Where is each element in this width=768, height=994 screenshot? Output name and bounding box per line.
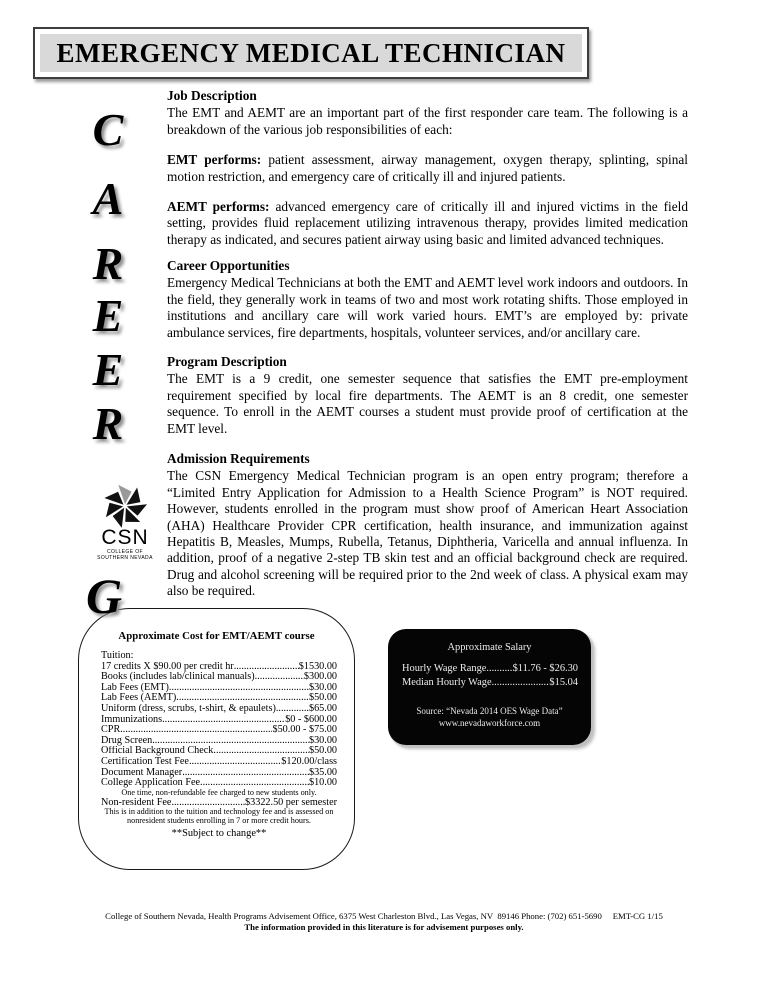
section-heading: Job Description — [167, 88, 257, 103]
cost-box-title: Approximate Cost for EMT/AEMT course — [118, 630, 315, 642]
cost-item-label: Drug Screen — [101, 735, 153, 746]
paragraph-text: advanced emergency care of critically ill and injured victims in the field setting, provides fluid replacement utilizing intravenous therapy, provides limited medication therapy as indicated, and secures patient airway using basic and limited advanced techniques. — [167, 199, 688, 247]
cost-item-row — [101, 693, 337, 704]
cost-note-application: One time, non-refundable fee charged to new students only. — [121, 787, 317, 797]
dot-leader — [162, 715, 285, 726]
cost-item-row — [101, 683, 337, 694]
paragraph — [167, 105, 688, 138]
salary-label: Median Hourly Wage — [402, 676, 492, 688]
cost-item-value: $3322.50 per semester — [245, 797, 337, 808]
salary-value: $11.76 - $26.30 — [512, 663, 578, 674]
csn-logo-acronym: CSN — [101, 526, 149, 549]
page-title: EMERGENCY MEDICAL TECHNICIAN — [56, 37, 566, 68]
cost-item-label: Lab Fees (EMT) — [101, 682, 169, 693]
cost-note-nonresident: This is in addition to the tuition and technology fee and is assessed on nonresident students enrolling in 7 or more credit hours. — [104, 807, 334, 825]
paragraph — [167, 275, 688, 341]
cost-item-row — [101, 704, 337, 715]
salary-rows — [402, 662, 578, 689]
cost-item-label: College Application Fee — [101, 778, 201, 789]
paragraph-text: The EMT is a 9 credit, one semester sequence that satisfies the EMT pre-employment requirement specified by local fire departments. The AEMT is an 8 credit, one semester sequence. To enroll in the AEMT courses a student must provide proof of certification at the EMT level. — [167, 371, 688, 436]
footer-contact-line: College of Southern Nevada, Health Programs Advisement Office, 6375 West Charleston Blvd., Las Vegas, NV 89146 Phone: (702) 651-5690 EMT-CG 1/15 — [105, 911, 663, 921]
cost-item-row — [101, 768, 337, 779]
paragraph-text: patient assessment, airway management, oxygen therapy, splinting, spinal motion restriction, and emergency care of critically ill and injured patients. — [167, 152, 688, 184]
section-job-description — [167, 88, 688, 248]
cost-item-value: $50.00 - $75.00 — [272, 725, 337, 736]
dot-leader — [255, 672, 304, 683]
paragraph — [167, 152, 688, 185]
cost-item-label: Uniform (dress, scrubs, t-shirt, & epaulets) — [101, 703, 276, 714]
paragraph-text: Emergency Medical Technicians at both the EMT and AEMT level work indoors and outdoors. In the field, they generally work in teams of two and most work rotating shifts. Those employed in institutions and ancillary care will work varied hours. EMT’s are employed by: private ambulance services, fire departments, hospitals, volunteer services, and/or ancillary care. — [167, 275, 688, 340]
cost-intro: Tuition: — [101, 650, 134, 661]
csn-logo — [93, 483, 157, 561]
cost-item-row — [101, 715, 337, 726]
spine-letter-c: C — [92, 104, 124, 155]
subject-to-change-note: **Subject to change** — [171, 827, 267, 839]
cost-item-value: $10.00 — [308, 778, 337, 789]
cost-item-label: Non-resident Fee — [101, 797, 172, 808]
spine-letter-e1: E — [92, 290, 124, 341]
paragraph — [167, 371, 688, 437]
section-admission-requirements — [167, 451, 688, 600]
title-banner — [33, 27, 589, 79]
cost-item-label: CPR..... — [101, 725, 133, 736]
section-heading: Career Opportunities — [167, 258, 290, 273]
csn-logo-subtitle — [93, 549, 157, 561]
cost-box — [78, 608, 355, 870]
cost-item-row — [101, 672, 337, 683]
page-footer — [0, 911, 768, 932]
cost-item-label: Lab Fees (AEMT) — [101, 693, 177, 704]
paragraph — [167, 468, 688, 599]
cost-item-row — [101, 746, 337, 757]
cost-item-value: $1530.00 — [298, 661, 337, 672]
dot-leader — [176, 693, 309, 704]
salary-source-line2: www.nevadaworkforce.com — [438, 717, 541, 728]
salary-source — [388, 706, 591, 729]
salary-value: $15.04 — [549, 676, 578, 688]
cost-item-value: $65.00 — [308, 703, 337, 714]
title-banner-fill — [40, 34, 582, 72]
dot-leader — [213, 746, 309, 757]
spine-letter-e2: E — [92, 344, 124, 395]
dot-leader — [492, 676, 550, 690]
salary-row — [402, 676, 578, 690]
salary-label: Hourly Wage Range — [402, 663, 487, 674]
cost-item-label: Certification Test Fee — [101, 756, 189, 767]
dot-leader — [152, 736, 309, 747]
salary-row — [402, 662, 578, 676]
cost-item-label: Document Manager — [101, 767, 183, 778]
footer-disclaimer: The information provided in this literature is for advisement purposes only. — [244, 921, 524, 932]
paragraph-text: The EMT and AEMT are an important part of the first responder care team. The following is a breakdown of the various job responsibilities of each: — [167, 105, 688, 137]
cost-item-row — [101, 725, 337, 736]
cost-item-label: Books (includes lab/clinical manuals) — [101, 672, 255, 683]
paragraph-text: The CSN Emergency Medical Technician program is an open entry program; therefore a “Limited Entry Application for Admission to a Health Science Program” is NOT required. However, students enrolled in the program must show proof of American Heart Association (AHA) Healthcare Provider CPR certification, health insurance, and immunization against Hepatitis B, Measles, Mumps, Rubella, Tetanus, Diphtheria, Varicella and annual influenza. In addition, proof of a negative 2-step TB skin test and an official background check are required. Drug and alcohol screening will be required prior to the 2nd week of class. A physical exam may also be required. — [167, 468, 688, 599]
salary-box — [388, 629, 591, 745]
spine-letter-g: G — [85, 568, 123, 624]
cost-item-row — [101, 736, 337, 747]
cost-item-label: 17 credits X $90.00 per credit hr — [101, 661, 234, 672]
cost-item-label: Immunizations — [101, 714, 163, 725]
spine-letter-r2: R — [92, 398, 124, 449]
section-heading: Admission Requirements — [167, 451, 310, 466]
cost-item-row — [101, 662, 337, 673]
paragraph-lead: AEMT performs: — [167, 199, 270, 215]
dot-leader — [486, 662, 512, 676]
csn-pinwheel-icon — [102, 483, 148, 529]
cost-item-value: $300.00 — [303, 672, 337, 683]
cost-item-value: $35.00 — [308, 767, 337, 778]
salary-box-title: Approximate Salary — [447, 642, 532, 653]
salary-source-line1: Source: “Nevada 2014 OES Wage Data” — [416, 706, 563, 717]
csn-logo-line2: SOUTHERN NEVADA — [97, 555, 153, 561]
paragraph — [167, 199, 688, 248]
cost-list — [101, 651, 337, 839]
cost-item-value: $50.00 — [308, 693, 337, 704]
dot-leader — [133, 725, 272, 736]
dot-leader — [182, 768, 309, 779]
cost-item-value: $30.00 — [308, 682, 337, 693]
cost-item-value: $120.00/class — [281, 756, 337, 767]
cost-item-value: $30.00 — [308, 735, 337, 746]
section-heading: Program Description — [167, 354, 287, 369]
spine-letter-a: A — [92, 173, 124, 224]
csn-logo-line1: COLLEGE OF — [107, 549, 143, 555]
section-career-opportunities — [167, 258, 688, 341]
dot-leader — [169, 683, 309, 694]
cost-item-value: $0 - $600.00 — [285, 714, 337, 725]
paragraph-lead: EMT performs: — [167, 152, 262, 168]
cost-item-row — [101, 757, 337, 768]
dot-leader — [234, 662, 299, 673]
dot-leader — [276, 704, 309, 715]
cost-item-value: $50.00 — [308, 746, 337, 757]
spine-letter-r1: R — [92, 238, 124, 289]
section-program-description — [167, 354, 688, 437]
cost-item-label: Official Background Check — [101, 746, 214, 757]
dot-leader — [189, 757, 281, 768]
